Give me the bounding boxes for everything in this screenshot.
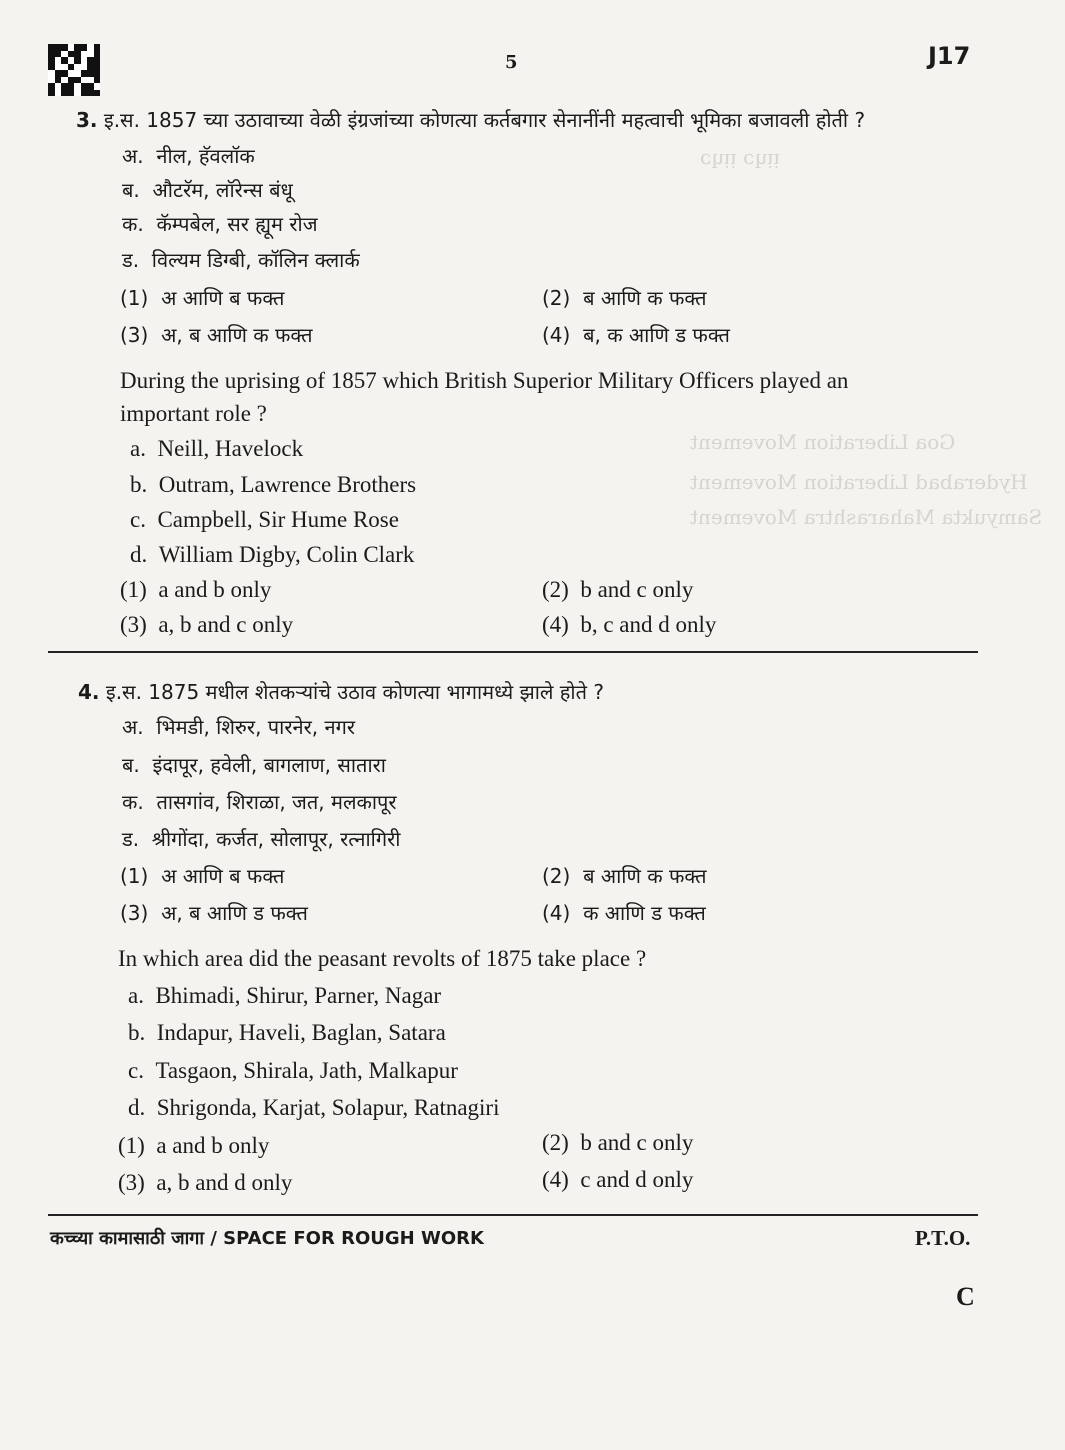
pto-label: P.T.O.: [915, 1226, 971, 1250]
q3-option-en: (2) b and c only: [542, 577, 694, 602]
q3-item-mr: ब. औटरॅम, लॉरेन्स बंधू: [122, 178, 293, 202]
q3-option-mr: (2) ब आणि क फक्त: [542, 286, 707, 310]
rough-work-label: कच्च्या कामासाठी जागा / SPACE FOR ROUGH WORK: [50, 1228, 484, 1249]
q4-number: 4.: [78, 680, 100, 704]
q4-question-en: In which area did the peasant revolts of 1875 take place ?: [118, 946, 647, 971]
q3-item-mr: क. कॅम्पबेल, सर ह्यूम रोज: [122, 212, 318, 236]
q4-text-mr: इ.स. 1875 मधील शेतकऱ्यांचे उठाव कोणत्या भागामध्ये झाले होते ?: [105, 680, 604, 704]
set-code: C: [956, 1282, 975, 1311]
q3-number: 3.: [76, 108, 98, 132]
q4-item-mr: क. तासगांव, शिराळा, जत, मलकापूर: [122, 790, 397, 814]
question-divider: [48, 651, 978, 653]
q3-item-en: a. Neill, Havelock: [130, 436, 304, 461]
q3-item-en: c. Campbell, Sir Hume Rose: [130, 507, 399, 532]
paper-code: J17: [928, 42, 971, 70]
q3-item-mr: अ. नील, हॅवलॉक: [122, 144, 255, 168]
footer-divider: [48, 1214, 978, 1216]
q4-item-en: c. Tasgaon, Shirala, Jath, Malkapur: [128, 1058, 458, 1083]
q3-text-mr: इ.स. 1857 च्या उठावाच्या वेळी इंग्रजांच्या कोणत्या कर्तबगार सेनानींनी महत्वाची भूमिका बजावली होती ?: [103, 108, 866, 132]
q3-question-mr: [76, 106, 865, 133]
show-through: Goa Liberation Movement: [690, 430, 956, 454]
q3-option-en: (4) b, c and d only: [542, 612, 717, 637]
q3-option-en: (3) a, b and c only: [120, 612, 294, 637]
show-through: ᴉᴉɥɔ ᴉᴉɥɔ: [700, 145, 781, 169]
show-through: Samyukta Maharashtra Movement: [690, 505, 1043, 529]
page-number: 5: [505, 52, 518, 73]
q3-item-en: b. Outram, Lawrence Brothers: [130, 472, 417, 497]
q4-item-en: a. Bhimadi, Shirur, Parner, Nagar: [128, 983, 442, 1008]
q4-item-mr: ब. इंदापूर, हवेली, बागलाण, सातारा: [122, 753, 386, 777]
q4-item-en: b. Indapur, Haveli, Baglan, Satara: [128, 1020, 446, 1045]
q3-item-mr: ड. विल्यम डिग्बी, कॉलिन क्लार्क: [122, 248, 360, 272]
q4-option-en: (1) a and b only: [118, 1133, 270, 1158]
q3-option-en: (1) a and b only: [120, 577, 272, 602]
q4-question-mr: [78, 678, 604, 705]
q4-item-mr: ड. श्रीगोंदा, कर्जत, सोलापूर, रत्नागिरी: [122, 827, 401, 851]
q3-option-mr: (3) अ, ब आणि क फक्त: [120, 323, 313, 347]
q3-option-mr: (1) अ आणि ब फक्त: [120, 286, 285, 310]
q4-item-en: d. Shrigonda, Karjat, Solapur, Ratnagiri: [128, 1095, 500, 1120]
show-through: Hyderabad Liberation Movement: [690, 470, 1028, 494]
q4-option-mr: (1) अ आणि ब फक्त: [120, 864, 285, 888]
q4-item-mr: अ. भिमडी, शिरुर, पारनेर, नगर: [122, 715, 356, 739]
q4-option-en: (3) a, b and d only: [118, 1170, 293, 1195]
q4-option-en: (2) b and c only: [542, 1130, 694, 1155]
q4-option-mr: (4) क आणि ड फक्त: [542, 901, 706, 925]
q3-item-en: d. William Digby, Colin Clark: [130, 542, 415, 567]
q3-question-en-line2: important role ?: [120, 401, 267, 426]
qr-code: [48, 44, 100, 96]
q4-option-mr: (3) अ, ब आणि ड फक्त: [120, 901, 308, 925]
q4-option-en: (4) c and d only: [542, 1167, 694, 1192]
q3-option-mr: (4) ब, क आणि ड फक्त: [542, 323, 730, 347]
q3-question-en-line1: During the uprising of 1857 which British Superior Military Officers played an: [120, 368, 849, 393]
q4-option-mr: (2) ब आणि क फक्त: [542, 864, 707, 888]
